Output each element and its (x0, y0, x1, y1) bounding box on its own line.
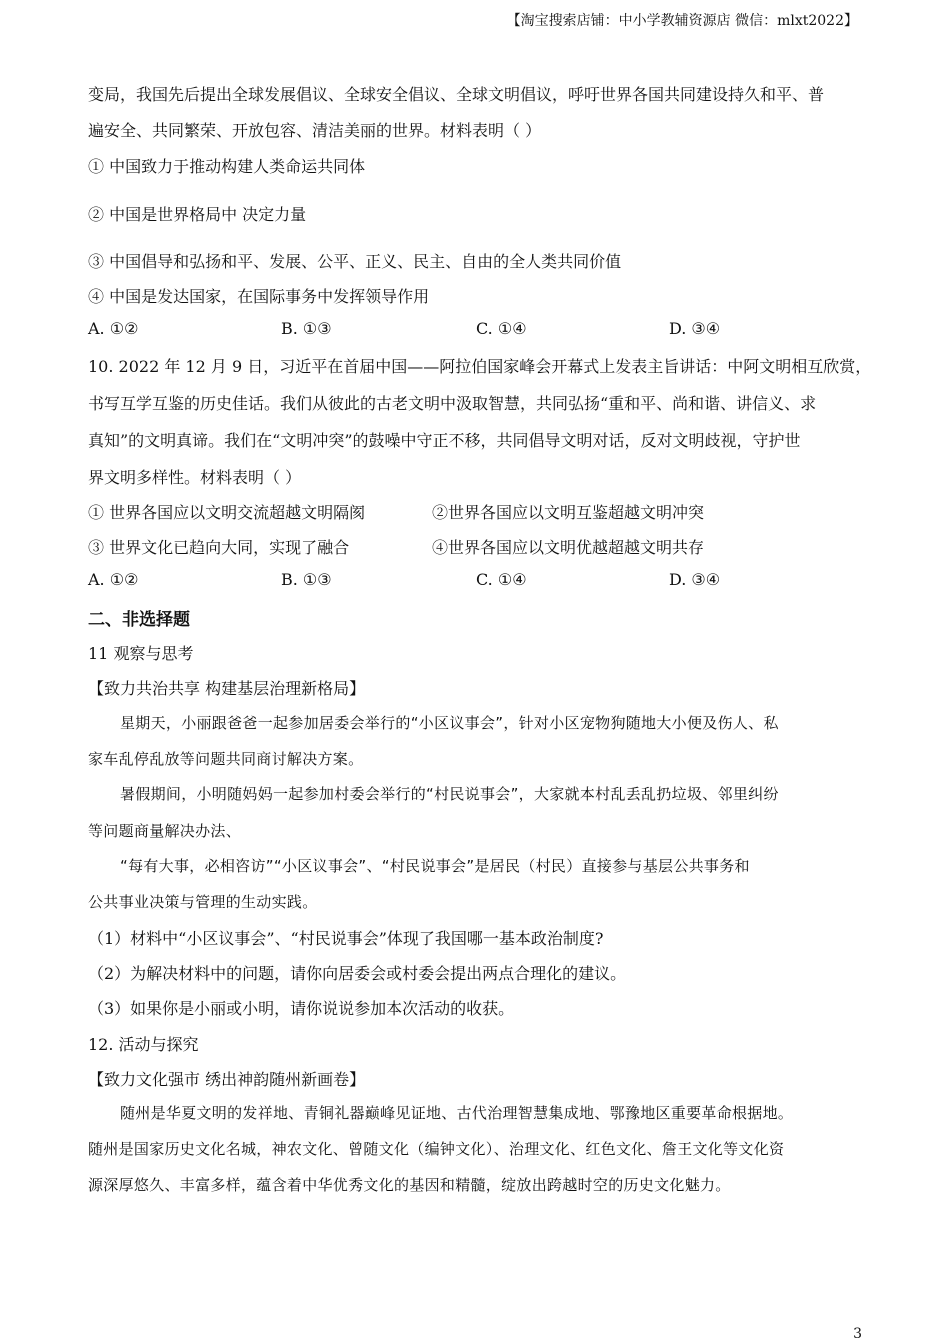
q10-item-1: ① 世界各国应以文明交流超越文明隔阂 (88, 503, 366, 522)
q10-item-4: ④世界各国应以文明优越超越文明共存 (432, 538, 705, 557)
q10-option-b: B. ①③ (281, 570, 332, 589)
q11-title: 11 观察与思考 (88, 644, 194, 663)
q12-para-1: 随州是华夏文明的发祥地、青铜礼器巅峰见证地、古代治理智慧集成地、鄂豫地区重要革命根据地。 (120, 1104, 794, 1122)
q10-item-3: ③ 世界文化已趋向大同，实现了融合 (88, 538, 350, 557)
q9-line-2: 遍安全、共同繁荣、开放包容、清洁美丽的世界。材料表明（ ） (88, 121, 542, 140)
q9-item-1: ① 中国致力于推动构建人类命运共同体 (88, 157, 366, 176)
q11-para-2: 家车乱停乱放等问题共同商讨解决方案。 (88, 750, 364, 768)
q11-question-1: （1）材料中“小区议事会”、“村民说事会”体现了我国哪一基本政治制度? (88, 929, 604, 948)
q11-question-2: （2）为解决材料中的问题，请你向居委会或村委会提出两点合理化的建议。 (88, 964, 627, 983)
q10-option-c: C. ①④ (476, 570, 527, 589)
page-number: 3 (853, 1326, 862, 1342)
q11-question-3: （3）如果你是小丽或小明，请你说说参加本次活动的收获。 (88, 999, 515, 1018)
q9-option-d: D. ③④ (669, 319, 721, 338)
q12-title: 12. 活动与探究 (88, 1035, 199, 1054)
q9-option-b: B. ①③ (281, 319, 332, 338)
q10-line-2: 书写互学互鉴的历史佳话。我们从彼此的古老文明中汲取智慧，共同弘扬“重和平、尚和谐、讲信义、求 (88, 394, 817, 413)
q9-item-2: ② 中国是世界格局中 决定力量 (88, 205, 307, 224)
q11-para-1: 星期天，小丽跟爸爸一起参加居委会举行的“小区议事会”，针对小区宠物狗随地大小便及伤人、私 (120, 714, 779, 732)
q9-item-4: ④ 中国是发达国家，在国际事务中发挥领导作用 (88, 287, 430, 306)
q10-option-d: D. ③④ (669, 570, 721, 589)
section-title: 二、非选择题 (88, 610, 190, 630)
q9-item-3: ③ 中国倡导和弘扬和平、发展、公平、正义、民主、自由的全人类共同价值 (88, 252, 622, 271)
q12-para-2: 随州是国家历史文化名城，神农文化、曾随文化（编钟文化）、治理文化、红色文化、詹王文化等文化资 (88, 1140, 785, 1158)
q10-line-3: 真知”的文明真谛。我们在“文明冲突”的鼓噪中守正不移，共同倡导文明对话，反对文明歧视，守护世 (88, 431, 801, 450)
q9-option-a: A. ①② (88, 319, 139, 338)
q11-para-3: 暑假期间，小明随妈妈一起参加村委会举行的“村民说事会”，大家就本村乱丢乱扔垃圾、邻里纠纷 (120, 785, 779, 803)
q12-para-3: 源深厚悠久、丰富多样，蕴含着中华优秀文化的基因和精髓，绽放出跨越时空的历史文化魅力。 (88, 1176, 731, 1194)
q11-para-6: 公共事业决策与管理的生动实践。 (88, 893, 318, 911)
q11-subtitle: 【致力共治共享 构建基层治理新格局】 (88, 679, 366, 698)
page-header: 【淘宝搜索店铺：中小学教辅资源店 微信：mlxt2022】 (506, 13, 858, 29)
q10-line-1: 10. 2022 年 12 月 9 日，习近平在首届中国——阿拉伯国家峰会开幕式上发表主旨讲话：中阿文明相互欣赏， (88, 357, 872, 376)
q11-para-5: “每有大事，必相咨访”“小区议事会”、“村民说事会”是居民（村民）直接参与基层公共事务和 (120, 857, 750, 875)
q9-line-1: 变局，我国先后提出全球发展倡议、全球安全倡议、全球文明倡议，呼吁世界各国共同建设持久和平、普 (88, 85, 825, 104)
q12-subtitle: 【致力文化强市 绣出神韵随州新画卷】 (88, 1070, 366, 1089)
q10-item-2: ②世界各国应以文明互鉴超越文明冲突 (432, 503, 705, 522)
q9-option-c: C. ①④ (476, 319, 527, 338)
q10-line-4: 界文明多样性。材料表明（ ） (88, 468, 302, 487)
q11-para-4: 等问题商量解决办法、 (88, 822, 242, 840)
q10-option-a: A. ①② (88, 570, 139, 589)
